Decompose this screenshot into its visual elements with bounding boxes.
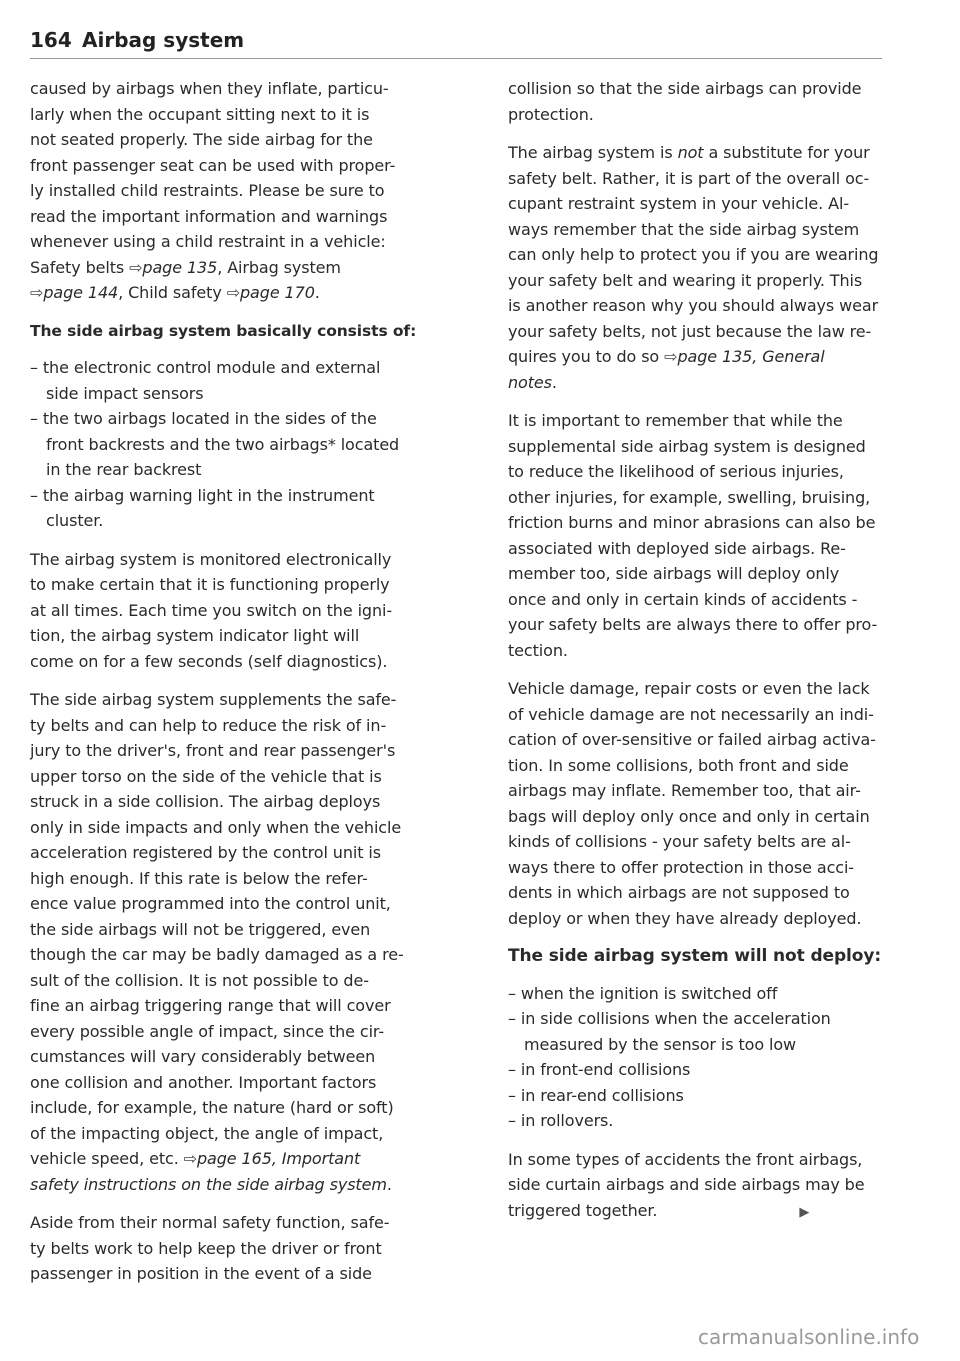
paragraph: In some types of accidents the front airbags, side curtain airbags and side airbags may be triggered together. ▶ (508, 1147, 882, 1226)
paragraph: Aside from their normal safety function, safe- ty belts work to help keep the driver or front passenger in position in the event of a side (30, 1213, 390, 1283)
not-deploy-list (508, 981, 882, 1134)
arrow-right-icon: ⇨ (30, 283, 44, 302)
paragraph: The side airbag system supplements the safe- ty belts and can help to reduce the risk of in- jury to the driver's, front and rear passenger's upper torso on the side of the vehicle that is struck in a side collision. The airbag deploys only in side impacts and only when the vehicle acceleration registered by the control unit is high enough. If this rate is below the refer- ence value programmed into the control unit, the side airbags will not be triggered, even though the car may be badly damaged as a re- sult of the collision. It is not possible to de- fine an airbag triggering range that will cover every possible angle of impact, since the cir- cumstances will vary considerably between one collision and another. Important factors include, for example, the nature (hard or soft) of the impacting object, the angle of impact, vehicle speed, etc. ⇨page 165, Important safety instructions on the side airbag system. (30, 687, 466, 1197)
list-item: – in front-end collisions (508, 1060, 691, 1079)
cross-reference-line: ⇨page 144, Child safety ⇨page 170. (30, 283, 320, 302)
cross-reference-line: vehicle speed, etc. ⇨page 165, Important (30, 1149, 361, 1168)
paragraph: The airbag system is monitored electronically to make certain that it is functioning properly at all times. Each time you switch on the igni- tion, the airbag system indicator light will come on for a few seconds (self diagnostics). (30, 549, 393, 671)
watermark: carmanualsonline.info (698, 1325, 920, 1349)
continue-arrow-icon: ▶ (799, 1204, 810, 1220)
emphasis: not (677, 143, 704, 162)
page-link-continued: notes. (508, 372, 557, 392)
list-item: – when the ignition is switched off (508, 983, 778, 1003)
paragraph: caused by airbags when they inflate, particu- larly when the occupant sitting next to it is not seated properly. The side airbag for the front passenger seat can be used with proper- ly installed child restraints. Please be sure to read the important information and warnings whenever using a child restraint in a vehicle: Safety belts ⇨page 135, Airbag system ⇨page 144, Child safety ⇨page 170. (30, 76, 466, 306)
list-item: – in side collisions when the acceleration measured by the sensor is too low (508, 1009, 831, 1054)
paragraph: collision so that the side airbags can provide protection. (508, 79, 862, 124)
section-title: Airbag system (82, 28, 245, 52)
consists-heading: The side airbag system basically consists of: (30, 321, 417, 340)
arrow-right-icon: ⇨ (183, 1149, 197, 1168)
cross-reference-line: Safety belts ⇨page 135, Airbag system (30, 257, 341, 277)
paragraph: The airbag system is not a substitute for your safety belt. Rather, it is part of the overall oc- cupant restraint system in your vehicle. Al- ways remember that the side airbag system can only help to protect you if you are wearing your safety belt and wearing it properly. This is another reason why you should always wear your safety belts, not just because the law re- quires you to do so ⇨page 135, General notes. (508, 140, 882, 395)
list-item: – in rollovers. (508, 1111, 614, 1130)
cross-reference-line: quires you to do so ⇨page 135, General (508, 347, 825, 366)
arrow-right-icon: ⇨ (129, 257, 143, 277)
arrow-right-icon: ⇨ (226, 283, 240, 302)
arrow-right-icon: ⇨ (664, 347, 678, 366)
page-link[interactable]: page 135, General (677, 347, 825, 366)
list-item: – in rear-end collisions (508, 1085, 684, 1105)
paragraph: Vehicle damage, repair costs or even the lack of vehicle damage are not necessarily an indi- cation of over-sensitive or failed airbag activa- tion. In some collisions, both front and side airbags may inflate. Remember too, that air- bags will deploy only once and only in certain kinds of collisions - your safety belts are al- ways there to offer protection in those acci- dents in which airbags are not supposed to deploy or when they have already deployed. (508, 679, 876, 928)
left-column (30, 76, 466, 1300)
consists-list (30, 355, 466, 534)
page-number: 164 (30, 28, 72, 52)
list-item: – the two airbags located in the sides of the front backrests and the two airbags* located in the rear backrest (30, 409, 400, 479)
not-deploy-heading: The side airbag system will not deploy: (508, 946, 882, 966)
right-column (508, 76, 882, 1238)
page-link[interactable]: page 165, Important (196, 1149, 361, 1168)
list-item: – the airbag warning light in the instrument cluster. (30, 485, 375, 530)
page-link[interactable]: page 170 (240, 283, 315, 302)
page-link-continued: safety instructions on the side airbag system. (30, 1174, 392, 1194)
paragraph: It is important to remember that while the supplemental side airbag system is designed to reduce the likelihood of serious injuries, other injuries, for example, swelling, bruising, friction burns and minor abrasions can also be associated with deployed side airbags. Re- member too, side airbags will deploy only once and only in certain kinds of accidents - your safety belts are always there to offer pro- tection. (508, 411, 878, 660)
list-item: – the electronic control module and external side impact sensors (30, 358, 381, 403)
page-link[interactable]: page 144 (43, 283, 119, 302)
page-link[interactable]: page 135 (142, 257, 218, 277)
page-header (30, 24, 882, 59)
